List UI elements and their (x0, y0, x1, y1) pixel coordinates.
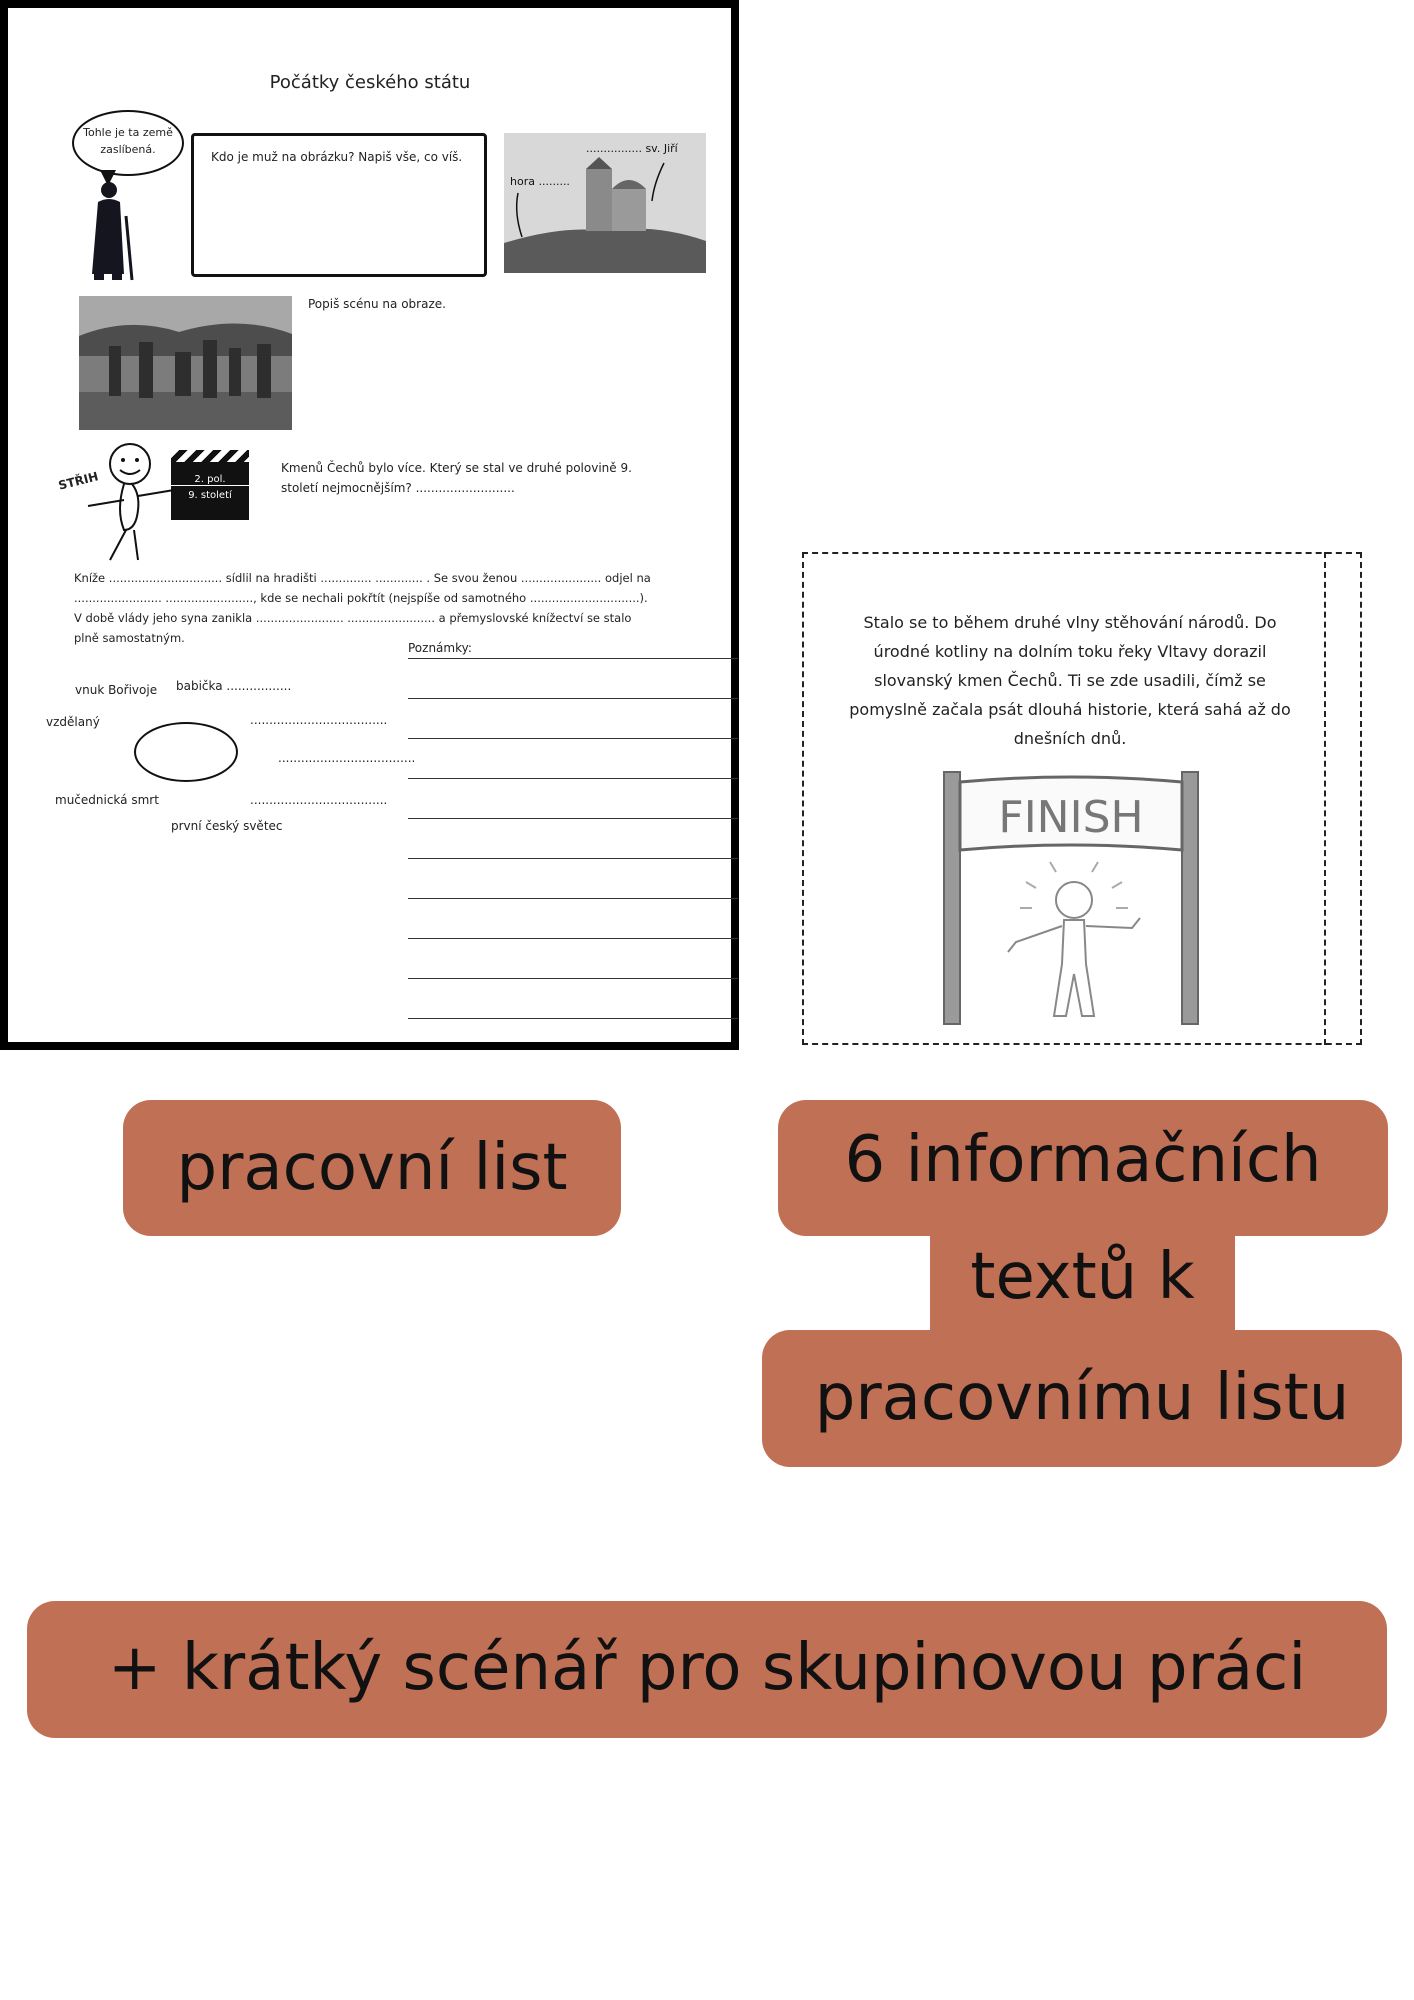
mind-vnuk: vnuk Bořivoje (75, 683, 158, 697)
mind-babicka: babička ................. (176, 679, 292, 693)
mind-dots-3: .................................... (250, 793, 388, 807)
clapper-line-2: 9. století (188, 490, 232, 501)
question-2: Popiš scénu na obraze. (308, 297, 446, 311)
question-1: Kdo je muž na obrázku? Napiš vše, co víš. (211, 150, 463, 164)
fill-in-line-2: ........................ ........................, kde se nechali pokřtít (nejspíše od samotného ..............................). (74, 591, 648, 605)
question-3: Kmenů Čechů bylo více. Který se stal ve druhé polovině 9. století nejmocnějším? .......................... (281, 461, 632, 495)
card-cut-line (1324, 552, 1326, 1045)
clapper-line-1: 2. pol. (171, 474, 249, 486)
finish-line-icon (936, 768, 1218, 1026)
mind-mucednicka: mučednická smrt (55, 793, 159, 807)
worksheet-label: pracovní list (123, 1100, 621, 1236)
fill-in-line-4: plně samostatným. (74, 631, 185, 645)
strih-label: STŘIH (56, 469, 100, 493)
mind-dots-2: .................................... (278, 751, 416, 765)
mind-svetec: první český světec (171, 819, 283, 833)
fill-in-line-3: V době vlády jeho syna zanikla ........................ ........................ a přemyslovské knížectví se stalo (74, 611, 632, 625)
church-left-label: hora ......... (510, 175, 570, 188)
old-man-silhouette-icon (84, 180, 138, 284)
stick-figure-icon (80, 440, 176, 564)
info-label-line-2: textů k (930, 1220, 1235, 1334)
mind-map-center (134, 722, 238, 782)
group-work-label: + krátký scénář pro skupinovou práci (27, 1601, 1387, 1738)
worksheet-title: Počátky českého státu (269, 72, 471, 93)
notes-label: Poznámky: (408, 641, 472, 655)
finish-banner-word: FINISH (998, 792, 1144, 843)
info-label-line-3: pracovnímu listu (762, 1330, 1402, 1467)
historical-painting (79, 296, 292, 430)
info-label-line-1: 6 informačních (778, 1100, 1388, 1236)
speech-bubble: Tohle je ta země zaslíbená. (72, 110, 184, 176)
mind-vzdelany: vzdělaný (46, 715, 100, 729)
fill-in-line-1: Kníže ............................... sídlil na hradišti .............. ............. . Se svou ženou ...................... odjel na (74, 571, 651, 585)
church-top-label: ................ sv. Jiří (586, 142, 678, 155)
info-text: Stalo se to během druhé vlny stěhování národů. Do úrodné kotliny na dolním toku řeky Vltavy dorazil slovanský kmen Čechů. Ti se zde usadili, čímž se pomyslně začala psát dlouhá historie, která sahá až do dnešních dnů. (849, 613, 1291, 748)
clapperboard-icon (171, 450, 249, 520)
mind-dots-1: .................................... (250, 713, 388, 727)
